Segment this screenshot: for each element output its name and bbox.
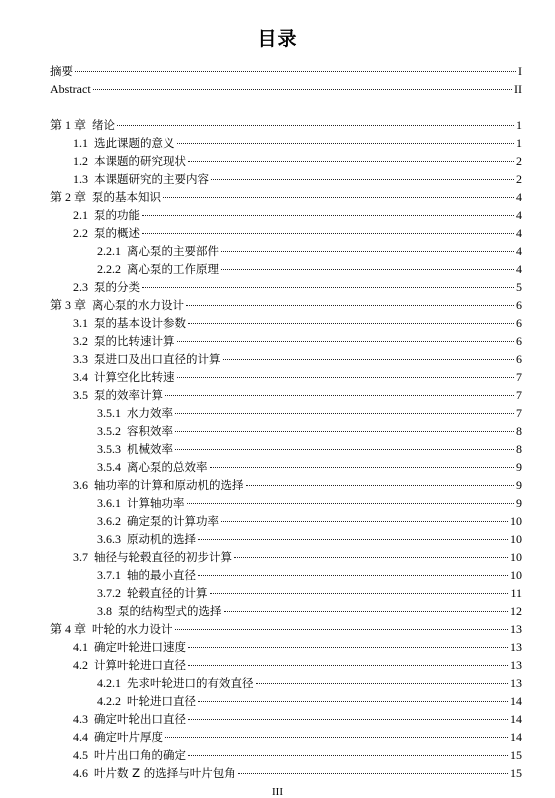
page-folio: III: [272, 786, 283, 798]
toc-section[interactable]: [50, 764, 522, 782]
dot-leader: [93, 89, 512, 90]
toc-page-number: 6: [516, 298, 522, 312]
toc-entry-label: 3.3 泵进口及出口直径的计算: [73, 352, 221, 366]
dot-leader: [175, 629, 508, 630]
toc-entry-label: 4.2.1 先求叶轮进口的有效直径: [97, 676, 254, 690]
toc-entry-label: 4.6 叶片数 Z 的选择与叶片包角: [73, 766, 236, 780]
dot-leader: [175, 413, 514, 414]
toc-page-number: 14: [510, 730, 522, 744]
toc-entry-label: 第 2 章 泵的基本知识: [50, 190, 162, 204]
toc-entry-label: 第 3 章 离心泵的水力设计: [50, 298, 185, 312]
dot-leader: [221, 251, 514, 252]
toc-section[interactable]: [50, 350, 522, 368]
toc-entry-label: 3.7.1 轴的最小直径: [97, 568, 196, 582]
toc-section[interactable]: [50, 170, 522, 188]
toc-entry-label: 4.2.2 叶轮进口直径: [97, 694, 196, 708]
toc-entry-label: 3.5 泵的效率计算: [73, 388, 163, 402]
dot-leader: [221, 521, 508, 522]
toc-entry-label: 3.4 计算空化比转速: [73, 370, 175, 384]
toc-chapter[interactable]: [50, 620, 522, 638]
toc-page-number: 1: [516, 136, 522, 150]
dot-leader: [238, 773, 508, 774]
toc-entry-label: 1.2 本课题的研究现状: [73, 154, 186, 168]
toc-entry[interactable]: [50, 80, 522, 98]
toc-page-number: 6: [516, 334, 522, 348]
toc-subsection[interactable]: [50, 458, 522, 476]
toc-entry-label: 第 4 章 叶轮的水力设计: [50, 622, 173, 636]
toc-section[interactable]: [50, 548, 522, 566]
toc-subsection[interactable]: [50, 512, 522, 530]
page-title: 目录: [257, 28, 298, 50]
toc-page-number: 9: [516, 478, 522, 492]
dot-leader: [224, 611, 509, 612]
toc-chapter[interactable]: [50, 188, 522, 206]
toc-subsection[interactable]: [50, 674, 522, 692]
dot-leader: [188, 161, 514, 162]
dot-leader: [234, 557, 508, 558]
toc-entry-label: 4.2 计算叶轮进口直径: [73, 658, 186, 672]
dot-leader: [188, 719, 508, 720]
toc-subsection[interactable]: [50, 494, 522, 512]
toc-subsection[interactable]: [50, 530, 522, 548]
toc-page-number: 13: [510, 640, 522, 654]
toc-subsection[interactable]: [50, 584, 522, 602]
dot-leader: [165, 737, 508, 738]
toc-entry-label: 4.3 确定叶轮出口直径: [73, 712, 186, 726]
toc-subsection[interactable]: [50, 404, 522, 422]
toc-chapter[interactable]: [50, 116, 522, 134]
toc-entry-label: 3.1 泵的基本设计参数: [73, 316, 186, 330]
toc-section[interactable]: [50, 656, 522, 674]
dot-leader: [186, 305, 514, 306]
toc-page-number: 2: [516, 154, 522, 168]
toc-section[interactable]: [50, 368, 522, 386]
toc-entry-label: 3.5.3 机械效率: [97, 442, 173, 456]
dot-leader: [198, 701, 508, 702]
toc-page-number: 11: [510, 586, 522, 600]
dot-leader: [246, 485, 515, 486]
dot-leader: [142, 233, 514, 234]
toc-entry-label: 3.6.1 计算轴功率: [97, 496, 185, 510]
toc-page-number: 13: [510, 658, 522, 672]
dot-leader: [210, 467, 515, 468]
toc-entry-label: 3.7 轴径与轮毂直径的初步计算: [73, 550, 232, 564]
toc-page-number: 9: [516, 496, 522, 510]
dot-leader: [221, 269, 514, 270]
dot-leader: [256, 683, 509, 684]
toc-entry-label: 3.5.2 容积效率: [97, 424, 173, 438]
toc-page-number: 6: [516, 316, 522, 330]
dot-leader: [188, 647, 508, 648]
toc-entry-label: 3.6.3 原动机的选择: [97, 532, 196, 546]
toc-page-number: 8: [516, 424, 522, 438]
toc-entry-label: 3.2 泵的比转速计算: [73, 334, 175, 348]
toc-entry-label: 4.4 确定叶片厚度: [73, 730, 163, 744]
dot-leader: [211, 179, 514, 180]
toc-subsection[interactable]: [50, 422, 522, 440]
toc-subsection[interactable]: [50, 440, 522, 458]
dot-leader: [175, 431, 514, 432]
toc-section[interactable]: [50, 278, 522, 296]
toc-subsection[interactable]: [50, 692, 522, 710]
toc-section[interactable]: [50, 710, 522, 728]
toc-subsection[interactable]: [50, 566, 522, 584]
toc-page-number: 12: [510, 604, 522, 618]
toc-page-number: 10: [510, 532, 522, 546]
dot-leader: [188, 755, 508, 756]
toc-page-number: 10: [510, 568, 522, 582]
toc-entry-label: 3.5.4 离心泵的总效率: [97, 460, 208, 474]
toc-section[interactable]: [50, 386, 522, 404]
toc-entry-label: 3.6 轴功率的计算和原动机的选择: [73, 478, 244, 492]
toc-page-number: 10: [510, 514, 522, 528]
toc-entry-label: 2.1 泵的功能: [73, 208, 140, 222]
toc-entry-label: 2.2.1 离心泵的主要部件: [97, 244, 219, 258]
toc-page-number: 15: [510, 766, 522, 780]
toc-section[interactable]: [50, 638, 522, 656]
toc-page-number: 4: [516, 226, 522, 240]
dot-leader: [165, 395, 514, 396]
toc-page-number: II: [514, 82, 522, 96]
table-of-contents: [50, 62, 522, 782]
toc-page-number: 4: [516, 262, 522, 276]
toc-page-number: 10: [510, 550, 522, 564]
toc-page-number: 8: [516, 442, 522, 456]
toc-page-number: 13: [510, 676, 522, 690]
dot-leader: [117, 125, 514, 126]
dot-leader: [198, 539, 508, 540]
toc-page-number: 2: [516, 172, 522, 186]
dot-leader: [175, 449, 514, 450]
toc-page-number: 7: [516, 388, 522, 402]
toc-entry-label: 摘要: [50, 64, 73, 78]
toc-entry-label: 4.1 确定叶轮进口速度: [73, 640, 186, 654]
toc-section[interactable]: [50, 332, 522, 350]
toc-section[interactable]: [50, 602, 522, 620]
toc-subsection[interactable]: [50, 260, 522, 278]
dot-leader: [188, 323, 514, 324]
toc-page-number: 6: [516, 352, 522, 366]
toc-page-number: 5: [516, 280, 522, 294]
dot-leader: [223, 359, 515, 360]
toc-section[interactable]: [50, 746, 522, 764]
toc-entry-label: 4.5 叶片出口角的确定: [73, 748, 186, 762]
toc-page-number: 13: [510, 622, 522, 636]
toc-page-number: 7: [516, 406, 522, 420]
dot-leader: [75, 71, 516, 72]
toc-page-number: 1: [516, 118, 522, 132]
toc-entry-label: 3.7.2 轮毂直径的计算: [97, 586, 208, 600]
toc-page-number: 4: [516, 190, 522, 204]
dot-leader: [177, 341, 515, 342]
toc-entry-label: 2.2.2 离心泵的工作原理: [97, 262, 219, 276]
toc-entry-label: 3.6.2 确定泵的计算功率: [97, 514, 219, 528]
toc-entry-label: Abstract: [50, 82, 91, 96]
toc-entry[interactable]: [50, 62, 522, 80]
toc-section[interactable]: [50, 314, 522, 332]
dot-leader: [198, 575, 508, 576]
dot-leader: [210, 593, 509, 594]
toc-page-number: 14: [510, 694, 522, 708]
dot-leader: [187, 503, 515, 504]
toc-entry-label: 第 1 章 绪论: [50, 118, 116, 132]
toc-section[interactable]: [50, 134, 522, 152]
toc-entry-label: 3.8 泵的结构型式的选择: [97, 604, 222, 618]
toc-section[interactable]: [50, 152, 522, 170]
toc-section[interactable]: [50, 728, 522, 746]
toc-entry-label: 1.3 本课题研究的主要内容: [73, 172, 209, 186]
toc-entry-label: 2.3 泵的分类: [73, 280, 140, 294]
toc-page-number: I: [518, 64, 522, 78]
dot-leader: [188, 665, 508, 666]
toc-page-number: 4: [516, 244, 522, 258]
dot-leader: [177, 143, 515, 144]
dot-leader: [163, 197, 514, 198]
toc-entry-label: 3.5.1 水力效率: [97, 406, 173, 420]
toc-entry-label: 2.2 泵的概述: [73, 226, 140, 240]
dot-leader: [177, 377, 515, 378]
toc-section[interactable]: [50, 476, 522, 494]
dot-leader: [142, 287, 514, 288]
toc-page-number: 14: [510, 712, 522, 726]
toc-page-number: 4: [516, 208, 522, 222]
toc-section[interactable]: [50, 206, 522, 224]
toc-subsection[interactable]: [50, 242, 522, 260]
toc-page-number: 15: [510, 748, 522, 762]
toc-page-number: 9: [516, 460, 522, 474]
toc-chapter[interactable]: [50, 296, 522, 314]
toc-entry-label: 1.1 选此课题的意义: [73, 136, 175, 150]
toc-section[interactable]: [50, 224, 522, 242]
toc-page-number: 7: [516, 370, 522, 384]
dot-leader: [142, 215, 514, 216]
